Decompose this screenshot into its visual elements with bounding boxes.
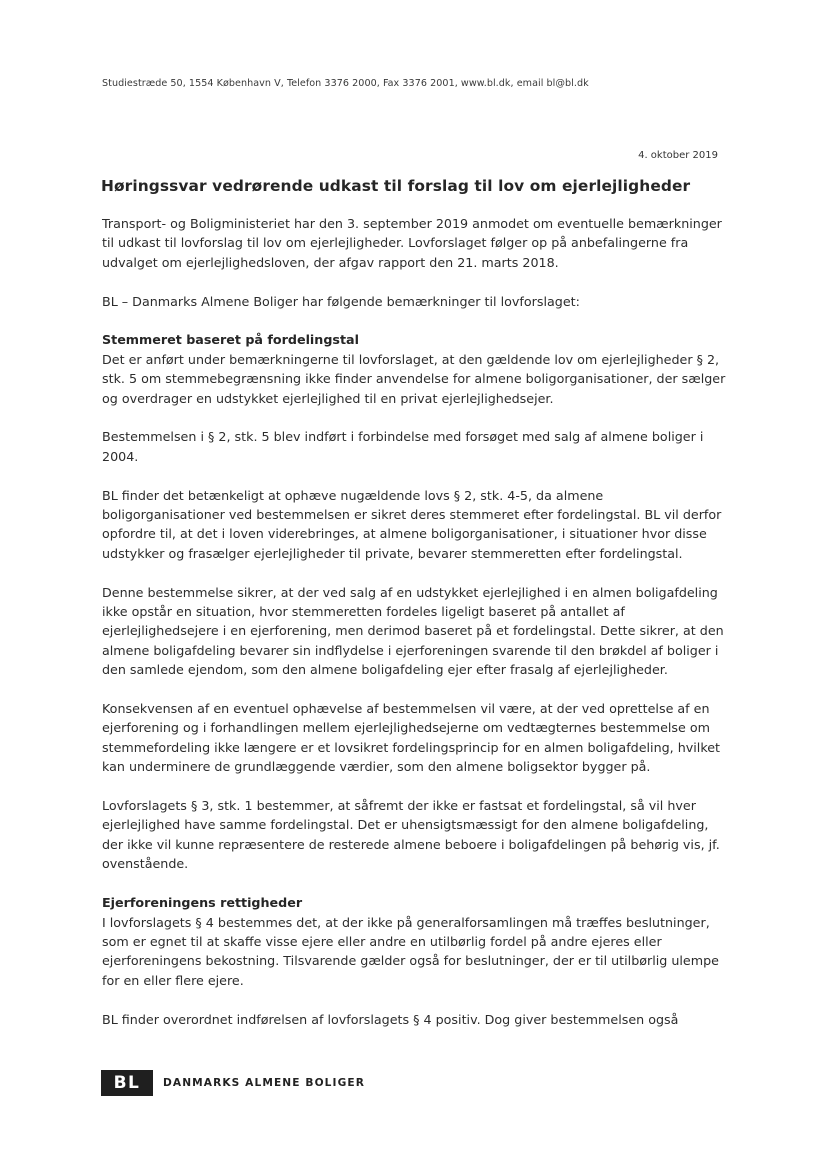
paragraph: Det er anført under bemærkningerne til lovforslaget, at den gældende lov om ejerlejligheder § 2, stk. 5 om stemmebegrænsning ikke finder anvendelse for almene boligorganisationer, der sælger og overdrager en udstykket ejerlejlighed til en privat ejerlejlighedsejer.	[102, 351, 726, 406]
header-address: Studiestræde 50, 1554 København V, Telefon 3376 2000, Fax 3376 2001, www.bl.dk, email bl@bl.dk	[102, 78, 589, 89]
section-heading: Ejerforeningens rettigheder	[102, 895, 303, 911]
paragraph: Lovforslagets § 3, stk. 1 bestemmer, at såfremt der ikke er fastsat et fordelingstal, så vil hver ejerlejlighed have samme fordelingstal. Det er uhensigtsmæssigt for den almene boligafdeling, der ikke vil kunne repræsentere de resterede almene beboere i boligafdelingen på behørig vis, jf. ovenstående.	[102, 798, 720, 872]
document-title: Høringssvar vedrørende udkast til forslag til lov om ejerlejligheder	[101, 177, 691, 195]
section-heading: Stemmeret baseret på fordelingstal	[102, 332, 359, 348]
bl-logo-text: DANMARKS ALMENE BOLIGER	[163, 1077, 365, 1089]
paragraph: Denne bestemmelse sikrer, at der ved salg af en udstykket ejerlejlighed i en almen boligafdeling ikke opstår en situation, hvor stemmeretten fordeles ligeligt baseret på antallet af ejerlejlighedsejere i en ejerforening, men derimod baseret på et fordelingstal. Dette sikrer, at den almene boligafdeling bevarer sin indflydelse i ejerforeningen svarende til den brøkdel af boliger i den samlede ejendom, som den almene boligafdeling ejer efter frasalg af ejerlejligheder.	[102, 584, 724, 678]
paragraph: Transport- og Boligministeriet har den 3. september 2019 anmodet om eventuelle bemærkninger til udkast til lovforslag til lov om ejerlejligheder. Lovforslaget følger op på anbefalingerne fra udvalget om ejerlejlighedsloven, der afgav rapport den 21. marts 2018.	[102, 216, 722, 270]
document-body	[102, 214, 730, 1048]
paragraph: BL finder det betænkeligt at ophæve nugældende lovs § 2, stk. 4-5, da almene boligorganisationer ved bestemmelsen er sikret deres stemmeret efter fordelingstal. BL vil derfor opfordre til, at det i loven viderebringes, at almene boligorganisationer, i situationer hvor disse udstykker og frasælger ejerlejligheder til private, bevarer stemmeretten efter fordelingstal.	[102, 487, 722, 561]
bl-logo-mark: BL	[101, 1070, 153, 1096]
paragraph: Konsekvensen af en eventuel ophævelse af bestemmelsen vil være, at der ved oprettelse af en ejerforening og i forhandlingen mellem ejerlejlighedsejerne om vedtægternes bestemmelse om stemmefordeling ikke længere er et lovsikret fordelingsprincip for en almen boligafdeling, hvilket kan underminere de grundlæggende værdier, som den almene boligsektor bygger på.	[102, 701, 720, 775]
document-date: 4. oktober 2019	[638, 150, 718, 161]
footer-logo	[101, 1070, 365, 1096]
paragraph: Bestemmelsen i § 2, stk. 5 blev indført i forbindelse med forsøget med salg af almene boliger i 2004.	[102, 429, 704, 464]
paragraph: I lovforslagets § 4 bestemmes det, at der ikke på generalforsamlingen må træffes beslutninger, som er egnet til at skaffe visse ejere eller andre en utilbørlig fordel på andre ejeres eller ejerforeningens bekostning. Tilsvarende gælder også for beslutninger, der er til utilbørlig ulempe for en eller flere ejere.	[102, 914, 719, 988]
paragraph: BL – Danmarks Almene Boliger har følgende bemærkninger til lovforslaget:	[102, 293, 580, 309]
paragraph: BL finder overordnet indførelsen af lovforslagets § 4 positiv. Dog giver bestemmelsen også	[102, 1011, 679, 1027]
